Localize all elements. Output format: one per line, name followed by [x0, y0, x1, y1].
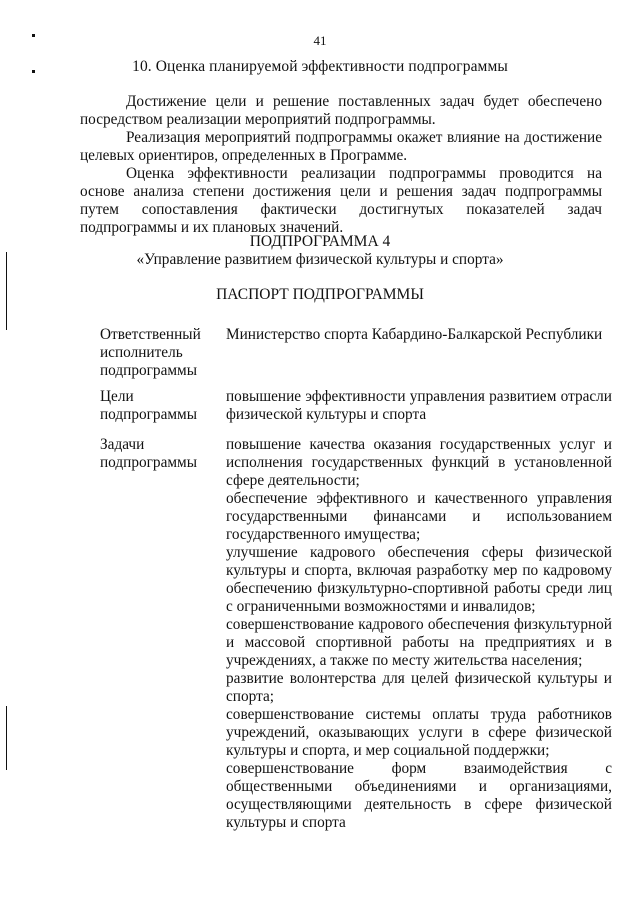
row-value: Министерство спорта Кабардино-Балкарской Республики — [226, 326, 603, 343]
intro-paragraph: Достижение цели и решение поставленных задач будет обеспечено посредством реализации мероприятий подпрограммы. — [80, 93, 602, 128]
row-label: Цели подпрограммы — [100, 388, 198, 423]
subprogram-title: ПОДПРОГРАММА 4 — [249, 233, 391, 250]
row-value: повышение эффективности управления развитием отрасли физической культуры и спорта — [226, 388, 612, 423]
intro-paragraph: Оценка эффективности реализации подпрограммы проводится на основе анализа степени достижения цели и решения задач подпрограммы путем сопоставления фактически достигнутых показателей задач подпрограммы и их плановых значений. — [80, 165, 602, 236]
task-item: совершенствование системы оплаты труда работников учреждений, оказывающих услуги в сфере физической культуры и спорта, и мер социальной поддержки; — [226, 706, 612, 759]
task-item: совершенствование кадрового обеспечения физкультурной и массовой спортивной работы на предприятиях и в учреждениях, а также по месту жительства населения; — [226, 616, 612, 669]
task-item: обеспечение эффективного и качественного управления государственными финансами и использованием государственного имущества; — [226, 490, 612, 543]
passport-table — [100, 326, 612, 832]
passport-row-responsible — [100, 326, 612, 380]
page-number: 41 — [313, 33, 327, 48]
intro-text — [80, 93, 602, 237]
passport-row-goals — [100, 388, 612, 424]
task-item: повышение качества оказания государственных услуг и исполнения государственных функций в установленной сфере деятельности; — [226, 436, 612, 489]
task-item: улучшение кадрового обеспечения сферы физической культуры и спорта, включая разработку мер по кадровому обеспечению физкультурно-спортивной работы среди лиц с ограниченными возможностями и инвалидов; — [226, 544, 612, 615]
row-label: Ответственный исполнитель подпрограммы — [100, 326, 201, 379]
passport-row-tasks — [100, 436, 612, 832]
scan-line — [6, 706, 7, 770]
intro-paragraph: Реализация мероприятий подпрограммы окажет влияние на достижение целевых ориентиров, определенных в Программе. — [80, 129, 602, 164]
row-label: Задачи подпрограммы — [100, 436, 198, 471]
passport-title: ПАСПОРТ ПОДПРОГРАММЫ — [216, 286, 424, 303]
subprogram-subtitle: «Управление развитием физической культуры и спорта» — [136, 251, 504, 268]
task-list — [226, 436, 612, 832]
task-item: совершенствование форм взаимодействия с общественными объединениями и организациями, осуществляющими деятельность в сфере физической культуры и спорта — [226, 760, 612, 831]
section-heading: 10. Оценка планируемой эффективности подпрограммы — [132, 58, 508, 75]
task-item: развитие волонтерства для целей физической культуры и спорта; — [226, 670, 612, 705]
